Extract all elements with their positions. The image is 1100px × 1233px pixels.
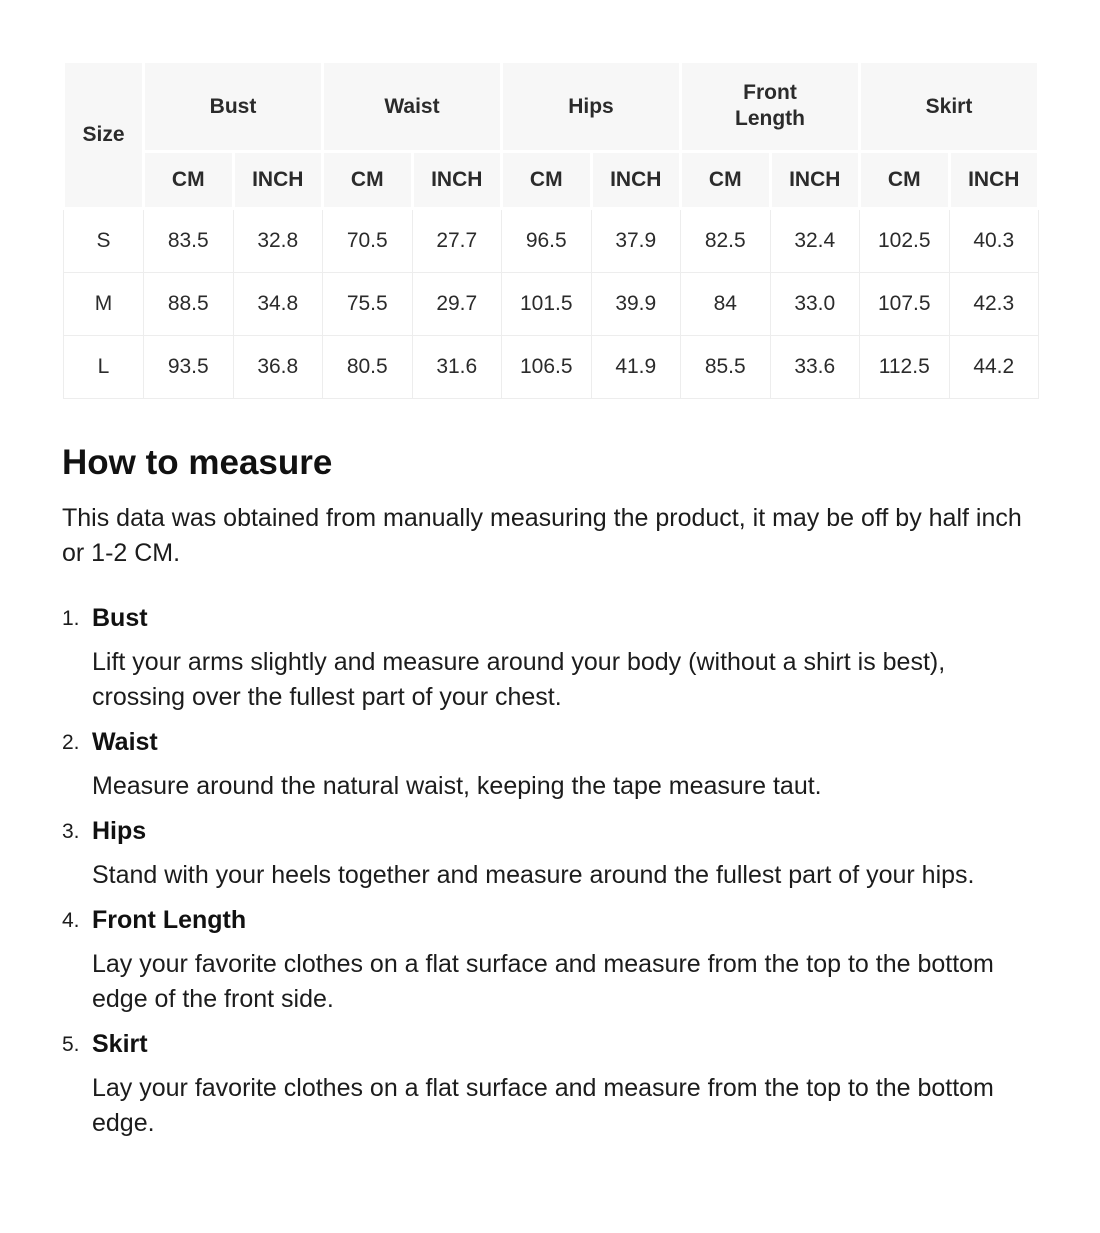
item-term: Waist: [92, 728, 158, 756]
value-cell: 102.5: [860, 209, 950, 273]
item-description: Measure around the natural waist, keeping the tape measure taut.: [92, 772, 822, 800]
value-cell: 40.3: [949, 209, 1039, 273]
table-group-header-row: [64, 62, 1039, 152]
value-cell: 84: [681, 273, 771, 336]
value-cell: 36.8: [233, 336, 323, 399]
value-cell: 112.5: [860, 336, 950, 399]
measure-item-bust: [62, 601, 1040, 715]
value-cell: 39.9: [591, 273, 681, 336]
col-group-skirt: Skirt: [860, 62, 1039, 152]
value-cell: 37.9: [591, 209, 681, 273]
item-term: Front Length: [92, 906, 247, 934]
size-cell: S: [64, 209, 144, 273]
value-cell: 34.8: [233, 273, 323, 336]
unit-header-front-length-inch: INCH: [770, 152, 860, 209]
value-cell: 75.5: [323, 273, 413, 336]
unit-header-bust-cm: CM: [144, 152, 234, 209]
unit-header-waist-cm: CM: [323, 152, 413, 209]
size-chart-table: [62, 60, 1040, 399]
value-cell: 32.8: [233, 209, 323, 273]
value-cell: 32.4: [770, 209, 860, 273]
value-cell: 70.5: [323, 209, 413, 273]
value-cell: 88.5: [144, 273, 234, 336]
item-body: [92, 903, 1040, 1017]
item-description: Stand with your heels together and measure around the fullest part of your hips.: [92, 861, 975, 889]
measure-item-skirt: [62, 1027, 1040, 1141]
unit-header-skirt-cm: CM: [860, 152, 950, 209]
value-cell: 93.5: [144, 336, 234, 399]
value-cell: 82.5: [681, 209, 771, 273]
size-cell: L: [64, 336, 144, 399]
col-group-front-length: [681, 62, 860, 152]
measure-item-front-length: [62, 903, 1040, 1017]
value-cell: 42.3: [949, 273, 1039, 336]
intro-text: This data was obtained from manually measuring the product, it may be off by half inch or 1-2 CM.: [62, 504, 1022, 567]
col-group-bust: Bust: [144, 62, 323, 152]
item-number: 2.: [62, 731, 80, 754]
item-description: Lay your favorite clothes on a flat surface and measure from the top to the bottom edge.: [92, 1074, 994, 1137]
value-cell: 80.5: [323, 336, 413, 399]
item-number: 1.: [62, 607, 80, 630]
item-number: 3.: [62, 820, 80, 843]
value-cell: 107.5: [860, 273, 950, 336]
item-term: Bust: [92, 604, 148, 632]
item-term: Skirt: [92, 1030, 148, 1058]
value-cell: 33.6: [770, 336, 860, 399]
item-number: 5.: [62, 1033, 80, 1056]
unit-header-hips-inch: INCH: [591, 152, 681, 209]
size-cell: M: [64, 273, 144, 336]
how-to-measure-heading: How to measure: [62, 443, 333, 482]
unit-header-hips-cm: CM: [502, 152, 592, 209]
value-cell: 33.0: [770, 273, 860, 336]
value-cell: 83.5: [144, 209, 234, 273]
unit-header-skirt-inch: INCH: [949, 152, 1039, 209]
table-row-size-l: [64, 336, 1039, 399]
value-cell: 85.5: [681, 336, 771, 399]
item-description: Lift your arms slightly and measure around your body (without a shirt is best), crossing over the fullest part of your chest.: [92, 648, 946, 711]
item-body: [92, 814, 1040, 893]
item-description: Lay your favorite clothes on a flat surface and measure from the top to the bottom edge of the front side.: [92, 950, 994, 1013]
value-cell: 106.5: [502, 336, 592, 399]
value-cell: 27.7: [412, 209, 502, 273]
value-cell: 101.5: [502, 273, 592, 336]
unit-header-bust-inch: INCH: [233, 152, 323, 209]
unit-header-front-length-cm: CM: [681, 152, 771, 209]
item-term: Hips: [92, 817, 147, 845]
item-body: [92, 1027, 1040, 1141]
table-unit-header-row: [64, 152, 1039, 209]
value-cell: 29.7: [412, 273, 502, 336]
col-header-size: Size: [64, 62, 144, 209]
measure-item-waist: [62, 725, 1040, 804]
col-group-hips: Hips: [502, 62, 681, 152]
item-number: 4.: [62, 909, 80, 932]
value-cell: 96.5: [502, 209, 592, 273]
unit-header-waist-inch: INCH: [412, 152, 502, 209]
value-cell: 41.9: [591, 336, 681, 399]
item-body: [92, 725, 1040, 804]
front-length-label: Front Length: [735, 81, 805, 131]
col-group-waist: Waist: [323, 62, 502, 152]
measure-list: [62, 601, 1040, 1141]
table-row-size-s: [64, 209, 1039, 273]
item-body: [92, 601, 1040, 715]
measure-item-hips: [62, 814, 1040, 893]
value-cell: 44.2: [949, 336, 1039, 399]
table-row-size-m: [64, 273, 1039, 336]
value-cell: 31.6: [412, 336, 502, 399]
